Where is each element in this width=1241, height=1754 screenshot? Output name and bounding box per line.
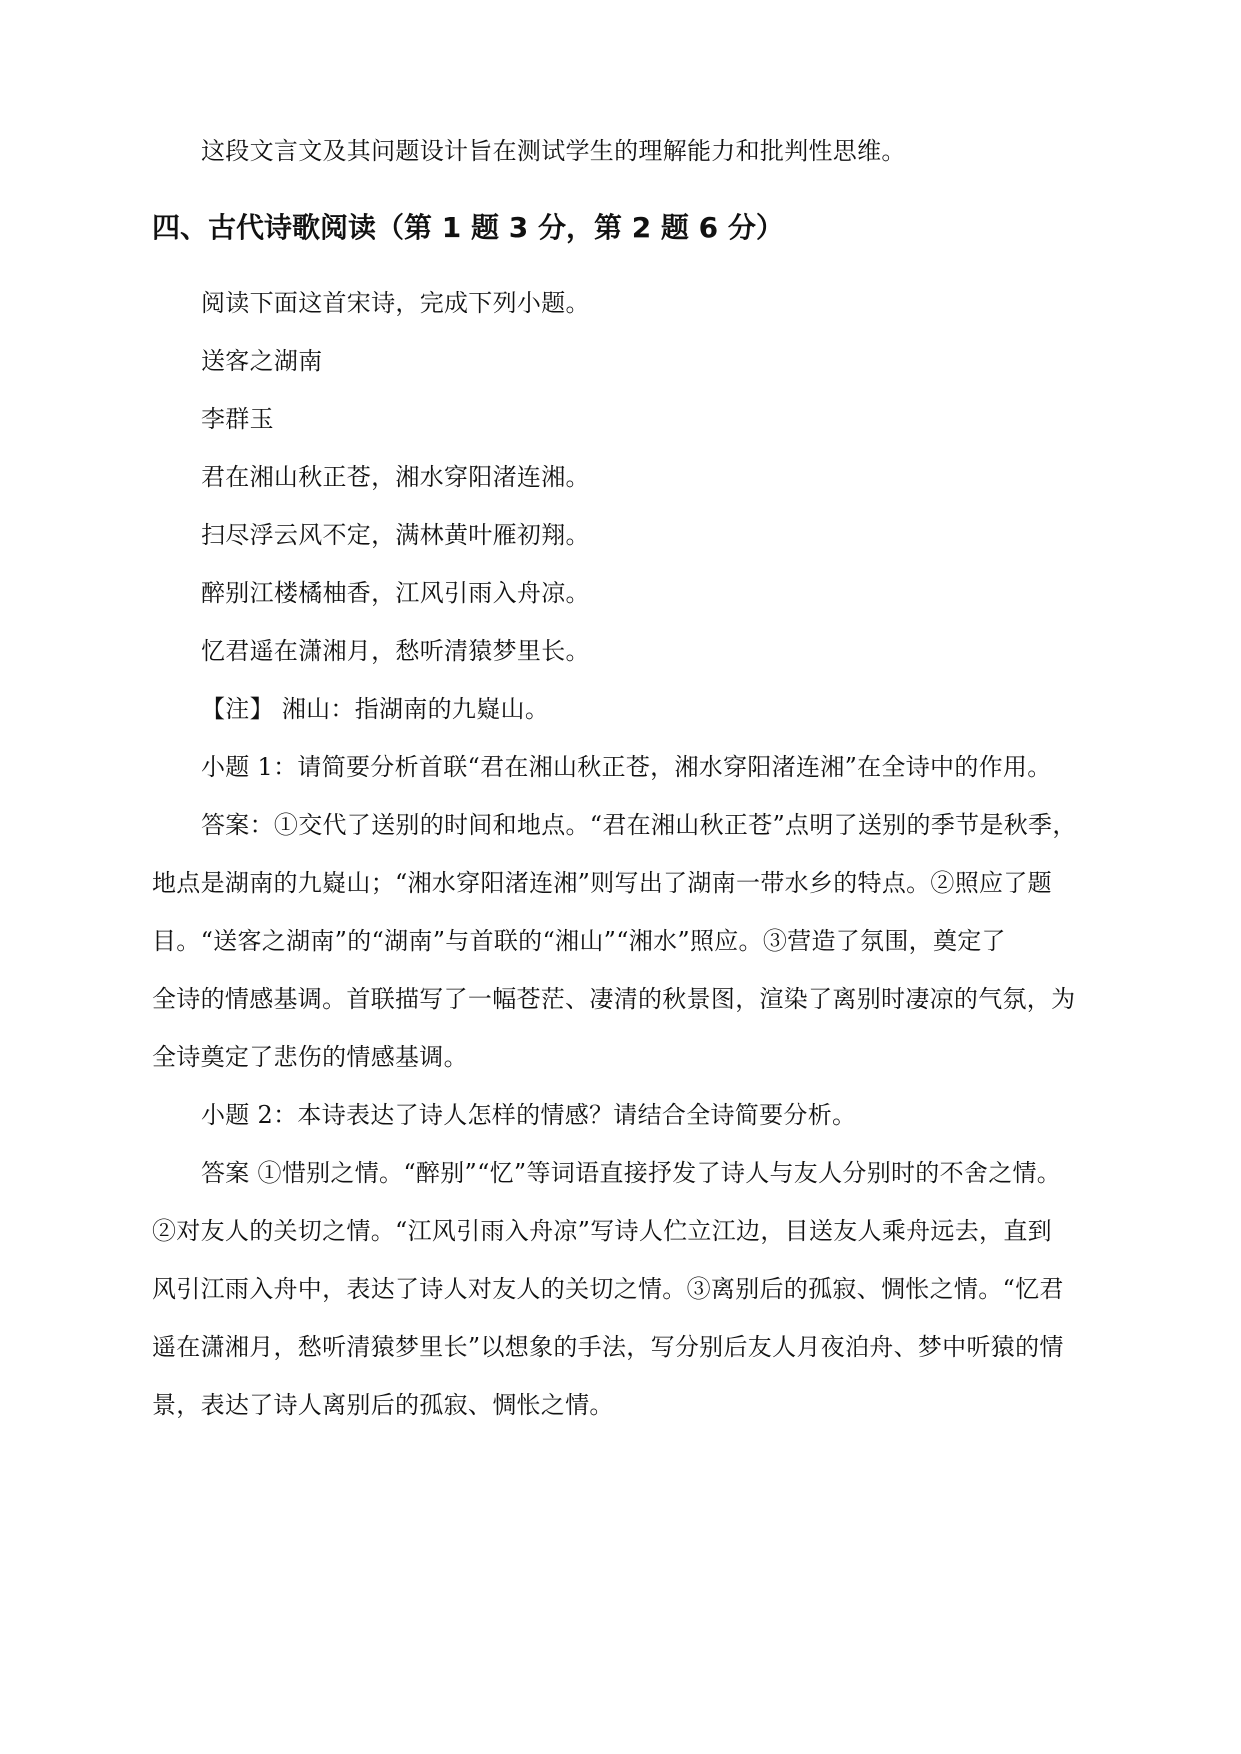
- poem-line: 忆君遥在潇湘月，愁听清猿梦里长。: [201, 637, 590, 665]
- instruction-text: 阅读下面这首宋诗，完成下列小题。: [201, 289, 590, 317]
- section-heading: 四、古代诗歌阅读（第 1 题 3 分，第 2 题 6 分）: [152, 211, 784, 244]
- question-1-answer-line: 地点是湖南的九嶷山；“湘水穿阳渚连湘”则写出了湖南一带水乡的特点。②照应了题: [152, 869, 1052, 897]
- question-2-answer-line: 遥在潇湘月，愁听清猿梦里长”以想象的手法，写分别后友人月夜泊舟、梦中听猿的情: [152, 1333, 1064, 1361]
- question-2-answer-line: 风引江雨入舟中，表达了诗人对友人的关切之情。③离别后的孤寂、惆怅之情。“忆君: [152, 1275, 1064, 1303]
- poem-note: 【注】 湘山：指湖南的九嶷山。: [201, 695, 550, 723]
- question-2-answer-line: ②对友人的关切之情。“江风引雨入舟凉”写诗人伫立江边，目送友人乘舟远去，直到: [152, 1217, 1052, 1245]
- poem-author: 李群玉: [201, 405, 274, 433]
- poem-line: 扫尽浮云风不定，满林黄叶雁初翔。: [201, 521, 590, 549]
- question-1-prompt: 小题 1：请简要分析首联“君在湘山秋正苍，湘水穿阳渚连湘”在全诗中的作用。: [201, 753, 1052, 781]
- intro-sentence: 这段文言文及其问题设计旨在测试学生的理解能力和批判性思维。: [201, 137, 906, 165]
- question-1-answer-line: 全诗的情感基调。首联描写了一幅苍茫、凄清的秋景图，渲染了离别时凄凉的气氛，为: [152, 985, 1076, 1013]
- poem-line: 君在湘山秋正苍，湘水穿阳渚连湘。: [201, 463, 590, 491]
- question-1-answer-line: 全诗奠定了悲伤的情感基调。: [152, 1043, 468, 1071]
- question-2-answer-line: 答案 ①惜别之情。“醉别”“忆”等词语直接抒发了诗人与友人分别时的不舍之情。: [201, 1159, 1062, 1187]
- question-1-answer-line: 答案：①交代了送别的时间和地点。“君在湘山秋正苍”点明了送别的季节是秋季，: [201, 811, 1077, 839]
- poem-title: 送客之湖南: [201, 347, 323, 375]
- question-2-answer-line: 景，表达了诗人离别后的孤寂、惆怅之情。: [152, 1391, 614, 1419]
- question-2-prompt: 小题 2：本诗表达了诗人怎样的情感？请结合全诗简要分析。: [201, 1101, 857, 1129]
- poem-line: 醉别江楼橘柚香，江风引雨入舟凉。: [201, 579, 590, 607]
- question-1-answer-line: 目。“送客之湖南”的“湖南”与首联的“湘山”“湘水”照应。③营造了氛围，奠定了: [152, 927, 1006, 955]
